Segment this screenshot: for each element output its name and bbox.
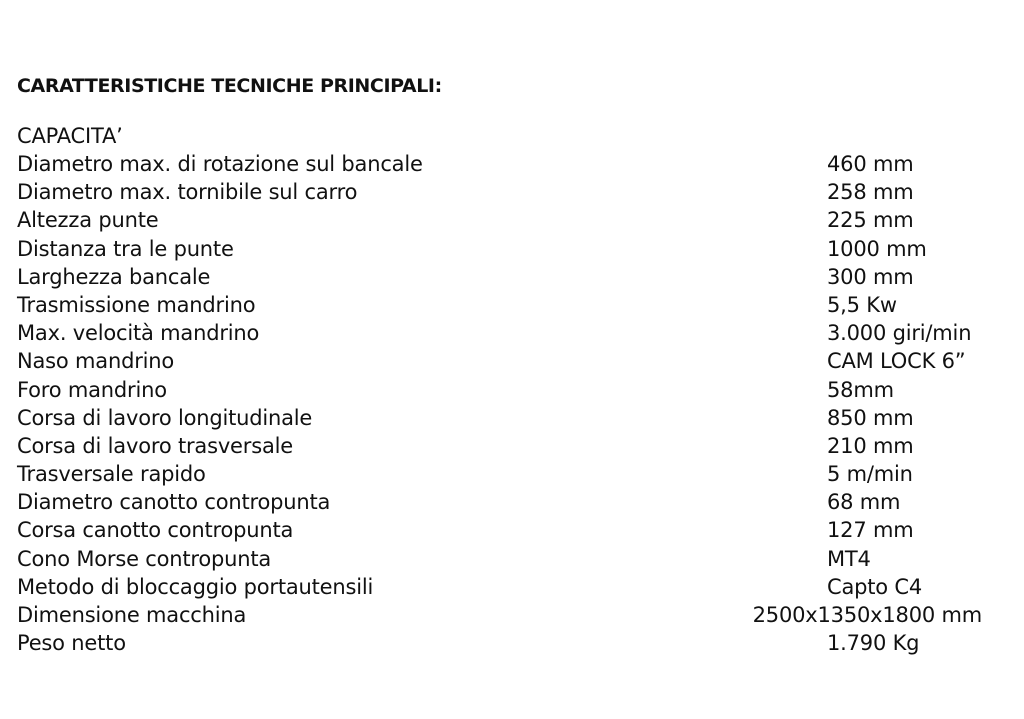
spec-label: Max. velocità mandrino [17,321,260,346]
spec-value: 300 mm [827,264,914,289]
spec-label: Diametro max. di rotazione sul bancale [17,152,423,176]
spec-value: 127 mm [827,518,914,543]
spec-row [17,488,992,516]
spec-row [17,376,992,404]
document-heading: CARATTERISTICHE TECNICHE PRINCIPALI: [17,75,442,97]
spec-value: 850 mm [827,405,914,430]
spec-value: 210 mm [827,433,914,458]
spec-label: Foro mandrino [17,377,167,402]
spec-label: Metodo di bloccaggio portautensili [17,574,374,599]
spec-label: Peso netto [17,631,126,656]
spec-value: CAM LOCK 6” [827,349,966,374]
spec-value: 2500x1350x1800 mm [752,603,982,627]
spec-document [17,72,992,657]
spec-value: 460 mm [827,152,914,176]
spec-row [17,516,992,544]
spec-row [17,545,992,573]
spec-row [17,601,992,629]
spec-value: 258 mm [827,180,914,205]
spec-row [17,206,992,234]
spec-label: Corsa canotto contropunta [17,518,294,543]
spec-value: 3.000 giri/min [827,321,972,346]
spec-row [17,235,992,263]
spec-list [17,150,992,657]
spec-value: 58mm [827,377,894,402]
spec-row [17,629,992,657]
spec-value: 1000 mm [827,236,927,261]
spec-row [17,319,992,347]
spec-row [17,432,992,460]
spec-label: Trasversale rapido [17,462,206,487]
spec-label: Dimensione macchina [17,603,247,627]
spec-label: Distanza tra le punte [17,236,234,261]
spec-label: Corsa di lavoro longitudinale [17,405,313,430]
spec-row [17,404,992,432]
section-title: CAPACITA’ [17,124,123,148]
spec-label: Larghezza bancale [17,264,211,289]
spec-row [17,460,992,488]
spec-label: Altezza punte [17,208,159,233]
spec-value: 1.790 Kg [827,631,920,656]
spec-row [17,178,992,206]
spec-row [17,263,992,291]
spec-row [17,291,992,319]
spec-label: Corsa di lavoro trasversale [17,433,293,458]
spec-label: Naso mandrino [17,349,175,374]
spec-row [17,347,992,375]
spec-label: Diametro max. tornibile sul carro [17,180,358,205]
spec-value: 5,5 Kw [827,292,897,317]
spec-label: Trasmissione mandrino [17,292,256,317]
spec-value: MT4 [827,546,871,571]
spec-value: 5 m/min [827,462,913,487]
spec-value: 225 mm [827,208,914,233]
spec-label: Cono Morse contropunta [17,546,272,571]
spec-label: Diametro canotto contropunta [17,490,331,515]
spec-value: 68 mm [827,490,901,515]
spec-value: Capto C4 [827,574,923,599]
spec-row [17,150,992,178]
spec-row [17,573,992,601]
